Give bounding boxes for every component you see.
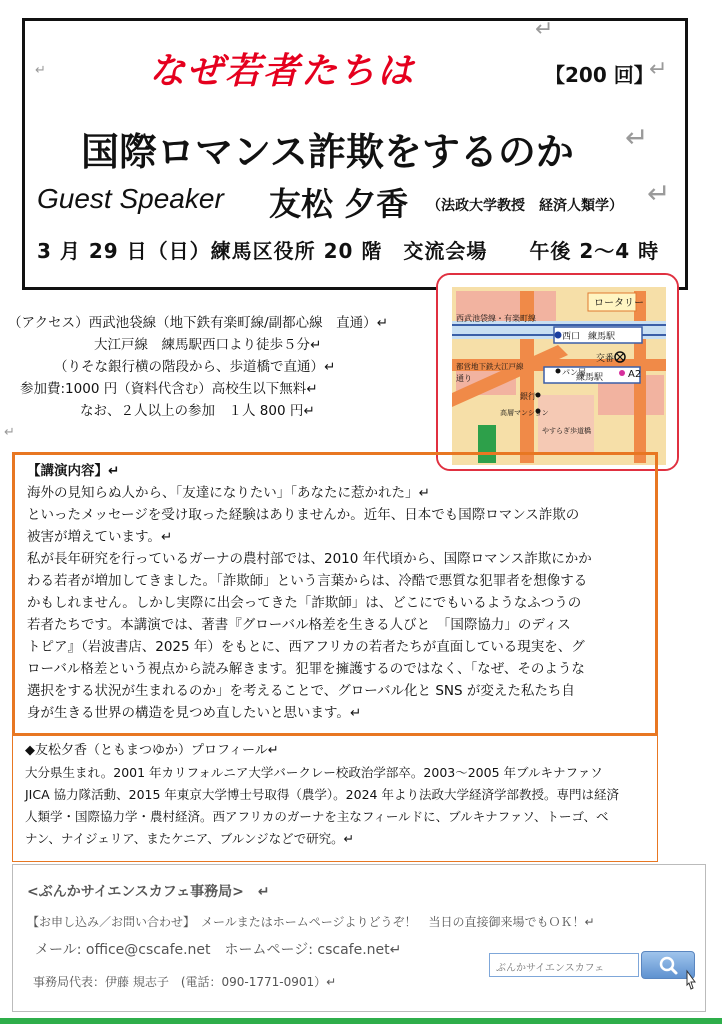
lecture-line: わる若者が増加してきました。「詐欺師」という言葉からは、冷酷で悪質な犯罪者を想像する bbox=[27, 573, 588, 589]
contact-info[interactable]: メール: office@cscafe.net ホームページ: cscafe.net↵ bbox=[35, 942, 402, 958]
access-line: （りそな銀行横の階段から、歩道橋で直通）↵ bbox=[54, 359, 336, 375]
access-line: （アクセス）西武池袋線（地下鉄有楽町線/副都心線 直通）↵ bbox=[8, 315, 388, 331]
access-info bbox=[0, 312, 432, 444]
cursor-pointer-icon bbox=[683, 969, 699, 993]
lecture-line: 若者たちです。本講演では、著書『グローバル格差を生きる人びと 「国際協力」のディス bbox=[27, 617, 571, 633]
lecture-line: 身が生きる世界の構造を見つめ直したいと思います。↵ bbox=[27, 705, 362, 721]
return-mark: ↵ bbox=[625, 121, 649, 154]
svg-text:都営地下鉄大江戸線: 都営地下鉄大江戸線 bbox=[456, 362, 524, 371]
lecture-line: 海外の見知らぬ人から、「友達になりたい」「あなたに惹かれた」↵ bbox=[27, 485, 430, 501]
bottom-bar bbox=[0, 1018, 722, 1024]
profile-line: 大分県生まれ。2001 年カリフォルニア大学バークレー校政治学部卒。2003～2005 年ブルキナファソ bbox=[25, 765, 603, 780]
svg-text:交番: 交番 bbox=[596, 354, 615, 364]
office-box bbox=[12, 864, 706, 1012]
profile-heading: ◆友松夕香（ともまつゆか）プロフィール↵ bbox=[25, 743, 279, 758]
lecture-line: かもしれません。しかし実際に出会ってきた「詐欺師」は、どこにでもいるようなふつうの bbox=[27, 595, 582, 611]
svg-text:練馬駅: 練馬駅 bbox=[588, 332, 616, 342]
svg-text:練馬駅: 練馬駅 bbox=[576, 373, 604, 383]
lecture-line: といったメッセージを受け取った経験はありませんか。近年、日本でも国際ロマンス詐欺の bbox=[27, 507, 580, 523]
profile-line: 人類学・国際協力学・農村経済。西アフリカのガーナを主なフィールドに、ブルキナファソ、トーゴ、ベ bbox=[25, 809, 609, 824]
representative-info: 事務局代表：伊藤 規志子 (電話：090-1771-0901）↵ bbox=[33, 975, 337, 989]
profile-line: JICA 協力隊活動、2015 年東京大学博士号取得（農学）。2024 年より法政大学経済学部教授。専門は経済 bbox=[25, 787, 619, 802]
event-date-place: 3 月 29 日（日）練馬区役所 20 階 交流会場 午後 2～4 時 bbox=[37, 239, 660, 263]
office-title: <ぶんかサイエンスカフェ事務局> ↵ bbox=[27, 884, 270, 900]
fee-line: なお、２人以上の参加 １人 800 円↵ bbox=[80, 403, 315, 419]
lecture-content-box bbox=[12, 452, 658, 736]
return-mark: ↵ bbox=[649, 57, 668, 82]
svg-text:西武池袋線・有楽町線: 西武池袋線・有楽町線 bbox=[456, 314, 536, 323]
speaker-name: 友松 夕香 bbox=[269, 185, 409, 223]
svg-text:銀行: 銀行 bbox=[520, 392, 536, 401]
main-title: 国際ロマンス詐欺をするのか bbox=[81, 130, 574, 174]
speaker-affiliation: （法政大学教授 経済人類学） bbox=[427, 198, 623, 214]
svg-text:通り: 通り bbox=[456, 374, 472, 383]
search-input[interactable]: ぶんかサイエンスカフェ bbox=[489, 953, 639, 977]
headline: なぜ若者たちは bbox=[149, 51, 416, 92]
return-mark: ↵ bbox=[647, 177, 671, 210]
fee-line: 参加費:1000 円（資料代含む）高校生以下無料↵ bbox=[20, 381, 318, 397]
station-marker-icon bbox=[555, 332, 562, 339]
paragraph-mark: ↵ bbox=[35, 63, 46, 78]
svg-text:高層マンション: 高層マンション bbox=[500, 409, 549, 417]
lecture-line: 選択をする状況が生まれるのか」を考えることで、グローバル化と SNS が変えた私たち自 bbox=[27, 683, 575, 699]
lecture-line: ローバル格差という視点から読み解きます。犯罪を擁護するのではなく、「なぜ、そのような bbox=[27, 661, 585, 677]
svg-text:パン屋: パン屋 bbox=[562, 368, 586, 377]
profile-line: ナン、ナイジェリア、またケニア、ブルンジなどで研究。↵ bbox=[25, 831, 355, 846]
svg-text:西口: 西口 bbox=[562, 332, 581, 342]
apply-info: 【お申し込み／お問い合わせ】 メールまたはホームページよりどうぞ！ 当日の直接御来場でもＯＫ！↵ bbox=[27, 915, 595, 929]
return-mark: ↵ bbox=[535, 17, 554, 42]
map-image bbox=[438, 275, 679, 471]
svg-text:A2: A2 bbox=[628, 369, 642, 380]
svg-text:やすらぎ歩道橋: やすらぎ歩道橋 bbox=[542, 427, 591, 435]
profile-box bbox=[12, 736, 658, 862]
paragraph-mark: ↵ bbox=[4, 425, 15, 440]
lecture-line: トピア』（岩波書店、2025 年）をもとに、西アフリカの若者たちが直面している現実を、グ bbox=[27, 639, 585, 655]
lecture-line: 私が長年研究を行っているガーナの農村部では、2010 年代頃から、国際ロマンス詐欺にかか bbox=[27, 551, 592, 567]
header-box bbox=[22, 18, 688, 290]
svg-text:ロータリー: ロータリー bbox=[594, 298, 644, 309]
lecture-heading: 【講演内容】↵ bbox=[27, 463, 120, 479]
episode-number: 【200 回】 bbox=[545, 63, 654, 87]
guest-speaker-label: Guest Speaker bbox=[37, 183, 224, 214]
lecture-line: 被害が増えています。↵ bbox=[27, 529, 173, 545]
access-line: 大江戸線 練馬駅西口より徒歩５分↵ bbox=[94, 337, 322, 353]
access-map bbox=[436, 273, 679, 471]
